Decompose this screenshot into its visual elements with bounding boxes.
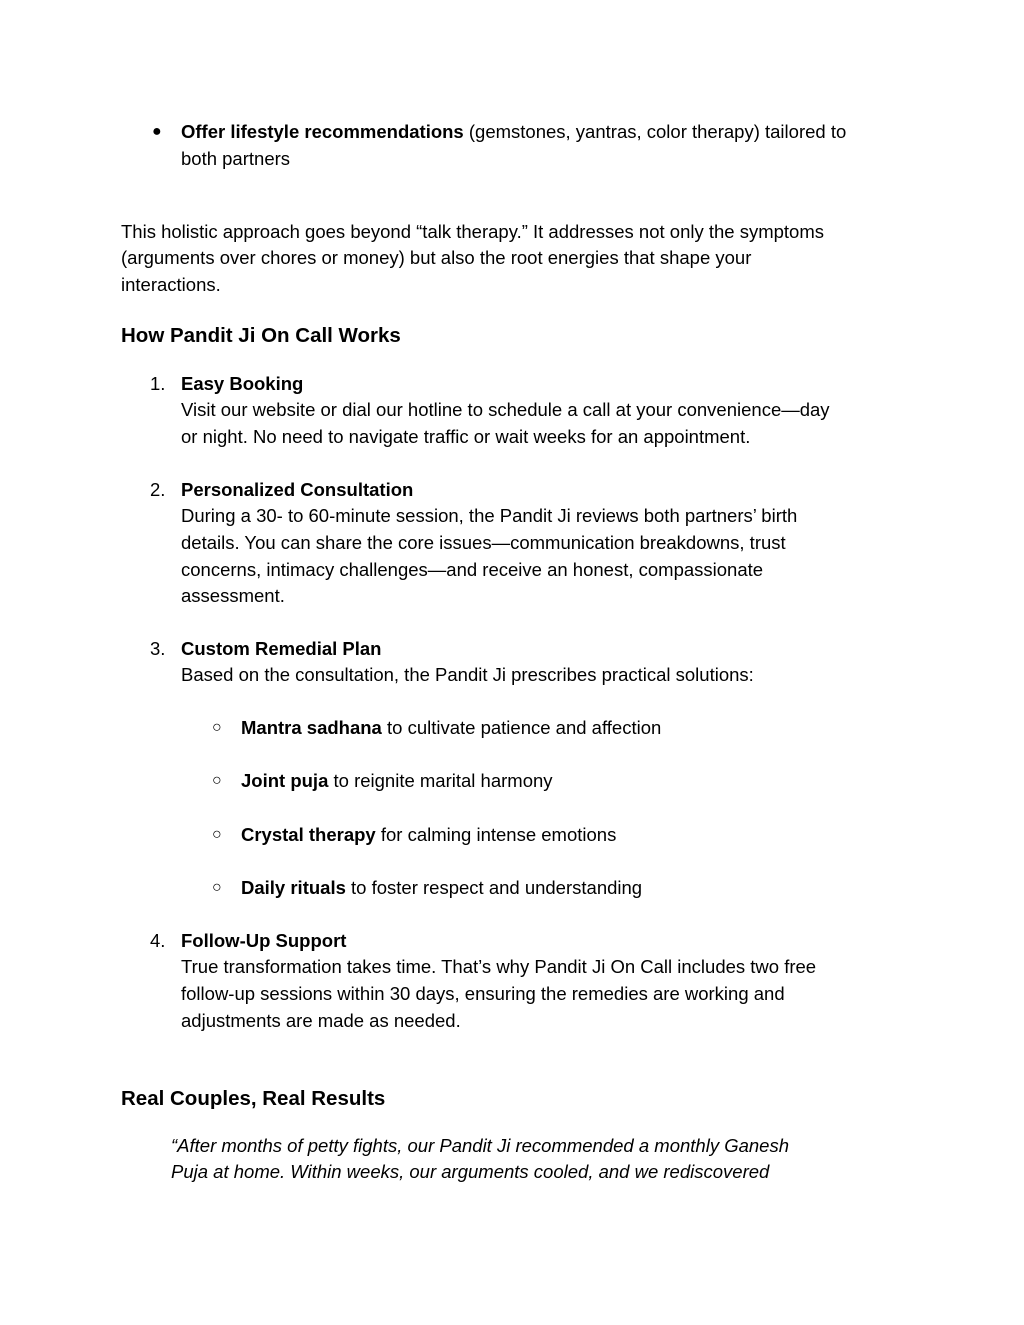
step-number: 4. bbox=[150, 930, 166, 951]
intro-paragraph-line-3: interactions. bbox=[121, 274, 221, 295]
step-title-text: Personalized Consultation bbox=[181, 479, 414, 500]
step-body-line: Based on the consultation, the Pandit Ji prescribes practical solutions: bbox=[181, 664, 754, 685]
testimonial-quote-line-2: Puja at home. Within weeks, our arguments cooled, and we rediscovered bbox=[171, 1161, 770, 1182]
step-number: 3. bbox=[150, 638, 166, 659]
step-title-text: Follow-Up Support bbox=[181, 930, 347, 951]
step-number: 1. bbox=[150, 373, 166, 394]
step-title bbox=[181, 371, 303, 398]
step-body-line: Visit our website or dial our hotline to schedule a call at your convenience—day bbox=[181, 399, 830, 420]
section-heading-results: Real Couples, Real Results bbox=[121, 1087, 386, 1110]
bullet-marker: ● bbox=[152, 123, 162, 140]
sub-list-item bbox=[241, 822, 616, 849]
step-body-line: details. You can share the core issues—communication breakdowns, trust bbox=[181, 532, 786, 553]
sub-item-bold: Crystal therapy bbox=[241, 824, 376, 845]
bullet-line-1 bbox=[181, 119, 846, 146]
sub-list-item bbox=[241, 768, 553, 795]
step-body-line: True transformation takes time. That’s why Pandit Ji On Call includes two free bbox=[181, 956, 817, 977]
sub-item-text: to cultivate patience and affection bbox=[381, 717, 662, 738]
sub-bullet-marker: ○ bbox=[212, 826, 222, 843]
step-title bbox=[181, 477, 413, 504]
sub-item-bold: Daily rituals bbox=[241, 877, 346, 898]
step-body-line: concerns, intimacy challenges—and receive an honest, compassionate bbox=[181, 559, 764, 580]
step-number: 2. bbox=[150, 479, 166, 500]
intro-paragraph-line-2: (arguments over chores or money) but also the root energies that shape your bbox=[121, 247, 752, 268]
sub-list-item bbox=[241, 875, 642, 902]
step-body-line: assessment. bbox=[181, 585, 285, 606]
sub-bullet-marker: ○ bbox=[212, 772, 222, 789]
bullet-line-2: both partners bbox=[181, 148, 291, 169]
sub-item-text: to foster respect and understanding bbox=[345, 877, 643, 898]
testimonial-quote-line-1: “After months of petty fights, our Pandit Ji recommended a monthly Ganesh bbox=[171, 1135, 789, 1156]
step-body-line: During a 30- to 60-minute session, the Pandit Ji reviews both partners’ birth bbox=[181, 505, 798, 526]
intro-paragraph-line-1: This holistic approach goes beyond “talk therapy.” It addresses not only the symptoms bbox=[121, 221, 825, 242]
step-title bbox=[181, 928, 346, 955]
sub-bullet-marker: ○ bbox=[212, 879, 222, 896]
step-body-line: follow-up sessions within 30 days, ensuring the remedies are working and bbox=[181, 983, 785, 1004]
bullet-text: (gemstones, yantras, color therapy) tailored to bbox=[463, 121, 847, 142]
sub-item-bold: Mantra sadhana bbox=[241, 717, 382, 738]
step-title-text: Custom Remedial Plan bbox=[181, 638, 382, 659]
step-title-text: Easy Booking bbox=[181, 373, 304, 394]
step-title bbox=[181, 636, 381, 663]
step-body-line: or night. No need to navigate traffic or wait weeks for an appointment. bbox=[181, 426, 751, 447]
sub-item-text: for calming intense emotions bbox=[375, 824, 617, 845]
sub-item-text: to reignite marital harmony bbox=[328, 770, 553, 791]
step-body-line: adjustments are made as needed. bbox=[181, 1010, 461, 1031]
bullet-bold-term: Offer lifestyle recommendations bbox=[181, 121, 464, 142]
sub-list-item bbox=[241, 715, 661, 742]
sub-bullet-marker: ○ bbox=[212, 719, 222, 736]
sub-item-bold: Joint puja bbox=[241, 770, 329, 791]
section-heading-how-it-works: How Pandit Ji On Call Works bbox=[121, 324, 401, 347]
